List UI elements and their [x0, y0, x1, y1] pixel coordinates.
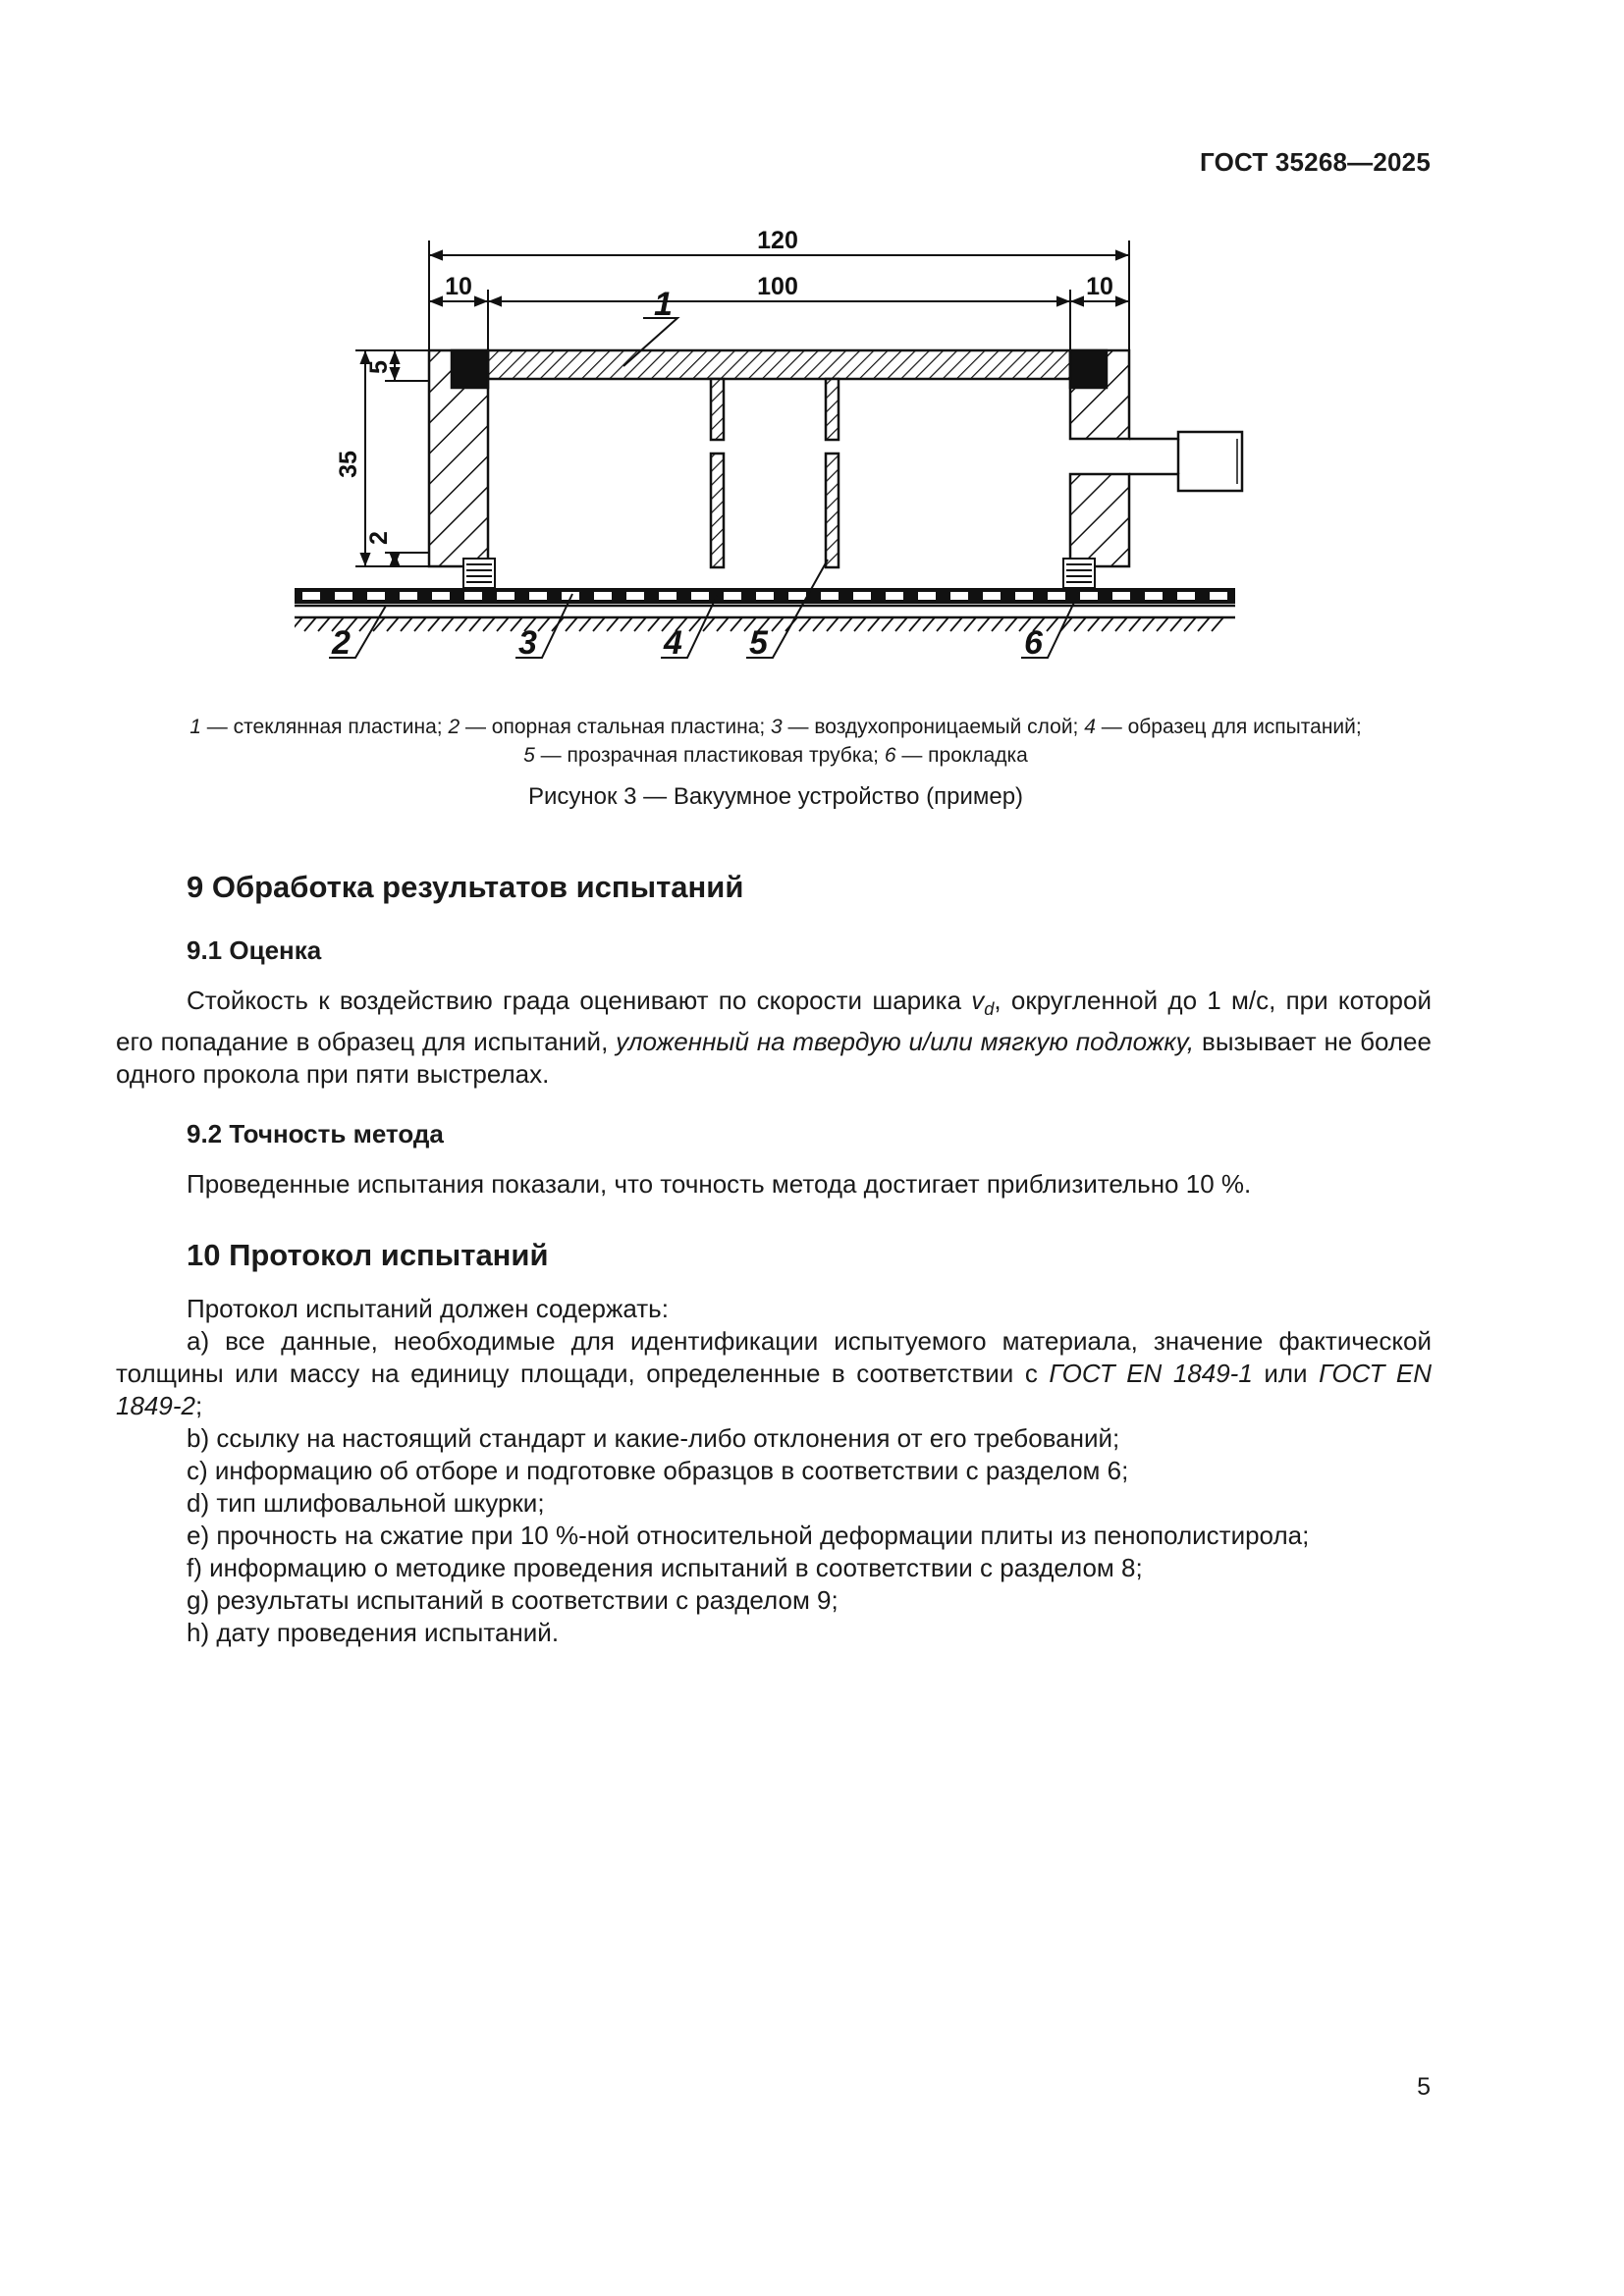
legend-text: — стеклянная пластина; — [200, 716, 449, 738]
dim-top-plate: 5 — [365, 360, 393, 374]
legend-text: — воздухопроницаемый слой; — [782, 716, 1085, 738]
legend-text: — прокладка — [895, 744, 1028, 767]
standard-reference: ГОСТ EN 1849-2 — [116, 1359, 1433, 1421]
figure-legend — [118, 713, 1434, 770]
callout-4: 4 — [664, 624, 682, 662]
dim-height: 35 — [335, 451, 362, 478]
standard-reference: ГОСТ EN 1849-1 — [1049, 1359, 1253, 1389]
callout-1: 1 — [654, 286, 673, 323]
text-italic: уложенный на твердую и/или мягкую подложку, — [616, 1027, 1195, 1057]
dim-left-wall: 10 — [445, 273, 472, 300]
protocol-item-h: h) дату проведения испытаний. — [187, 1618, 560, 1648]
page-number: 5 — [1417, 2073, 1431, 2101]
legend-line-1 — [118, 713, 1434, 741]
protocol-item-f: f) информацию о методике проведения испытаний в соответствии с разделом 8; — [187, 1553, 1143, 1583]
legend-num: 5 — [523, 744, 535, 767]
figure-caption: Рисунок 3 — Вакуумное устройство (пример) — [527, 783, 1024, 810]
callout-6: 6 — [1024, 624, 1043, 662]
standard-designation: ГОСТ 35268—2025 — [1200, 147, 1431, 177]
legend-num: 6 — [884, 744, 896, 767]
legend-text: — образец для испытаний; — [1095, 716, 1362, 738]
subsection-9-2-heading: 9.2 Точность метода — [187, 1119, 444, 1149]
section-10-intro: Протокол испытаний должен содержать: — [187, 1294, 669, 1324]
legend-num: 2 — [448, 716, 460, 738]
section-9-heading: 9 Обработка результатов испытаний — [187, 870, 744, 904]
callout-5: 5 — [749, 624, 768, 662]
velocity-subscript — [984, 999, 994, 1019]
subsection-9-1-heading: 9.1 Оценка — [187, 935, 322, 965]
dim-right-wall: 10 — [1086, 273, 1113, 300]
callout-2: 2 — [332, 624, 351, 662]
dim-total-width: 120 — [757, 227, 798, 254]
protocol-item-e: e) прочность на сжатие при 10 %-ной относительной деформации плиты из пенополистирола; — [187, 1521, 1310, 1551]
subsection-9-1-text — [116, 985, 1432, 1091]
legend-line-2 — [118, 741, 1434, 770]
velocity-subscript-text: d — [984, 999, 995, 1020]
text-part: Стойкость к воздействию града оценивают по скорости шарика — [187, 986, 972, 1015]
main-content — [116, 868, 1432, 1649]
legend-text: — прозрачная пластиковая трубка; — [534, 744, 885, 767]
dim-bottom-gap: 2 — [365, 531, 393, 545]
protocol-item-g: g) результаты испытаний в соответствии с разделом 9; — [187, 1585, 839, 1616]
gaskets — [463, 559, 1095, 588]
legend-num: 4 — [1084, 716, 1096, 738]
text-part: вызывает не более одного прокола при пяти выстрелах. — [116, 1027, 1432, 1090]
protocol-item-a — [116, 1325, 1432, 1422]
text-part: ; — [194, 1391, 203, 1421]
protocol-item-d: d) тип шлифовальной шкурки; — [187, 1488, 545, 1519]
vacuum-device-figure — [295, 221, 1247, 682]
callout-3: 3 — [518, 624, 537, 662]
dim-inner-width: 100 — [757, 273, 798, 300]
text-part: или — [1252, 1359, 1320, 1389]
device-body — [429, 350, 1242, 567]
text-part: a) все данные, необходимые для идентификации испытуемого материала, значение фактической толщины или массу на единицу площади, определенные в соответствии с — [116, 1326, 1432, 1389]
protocol-item-c: c) информацию об отборе и подготовке образцов в соответствии с разделом 6; — [187, 1456, 1129, 1486]
legend-text: — опорная стальная пластина; — [460, 716, 772, 738]
legend-num: 1 — [189, 716, 201, 738]
text-part: , округленной до 1 м/с, при которой его попадание в образец для испытаний, — [116, 986, 1432, 1057]
vacuum-device-drawing — [295, 221, 1247, 682]
subsection-9-2-text: Проведенные испытания показали, что точность метода достигает приблизительно 10 %. — [187, 1169, 1252, 1200]
section-10-heading: 10 Протокол испытаний — [187, 1238, 549, 1273]
protocol-item-b: b) ссылку на настоящий стандарт и какие-либо отклонения от его требований; — [187, 1423, 1120, 1454]
velocity-variable: v — [971, 986, 985, 1015]
legend-num: 3 — [771, 716, 783, 738]
permeable-layer — [295, 588, 1235, 604]
